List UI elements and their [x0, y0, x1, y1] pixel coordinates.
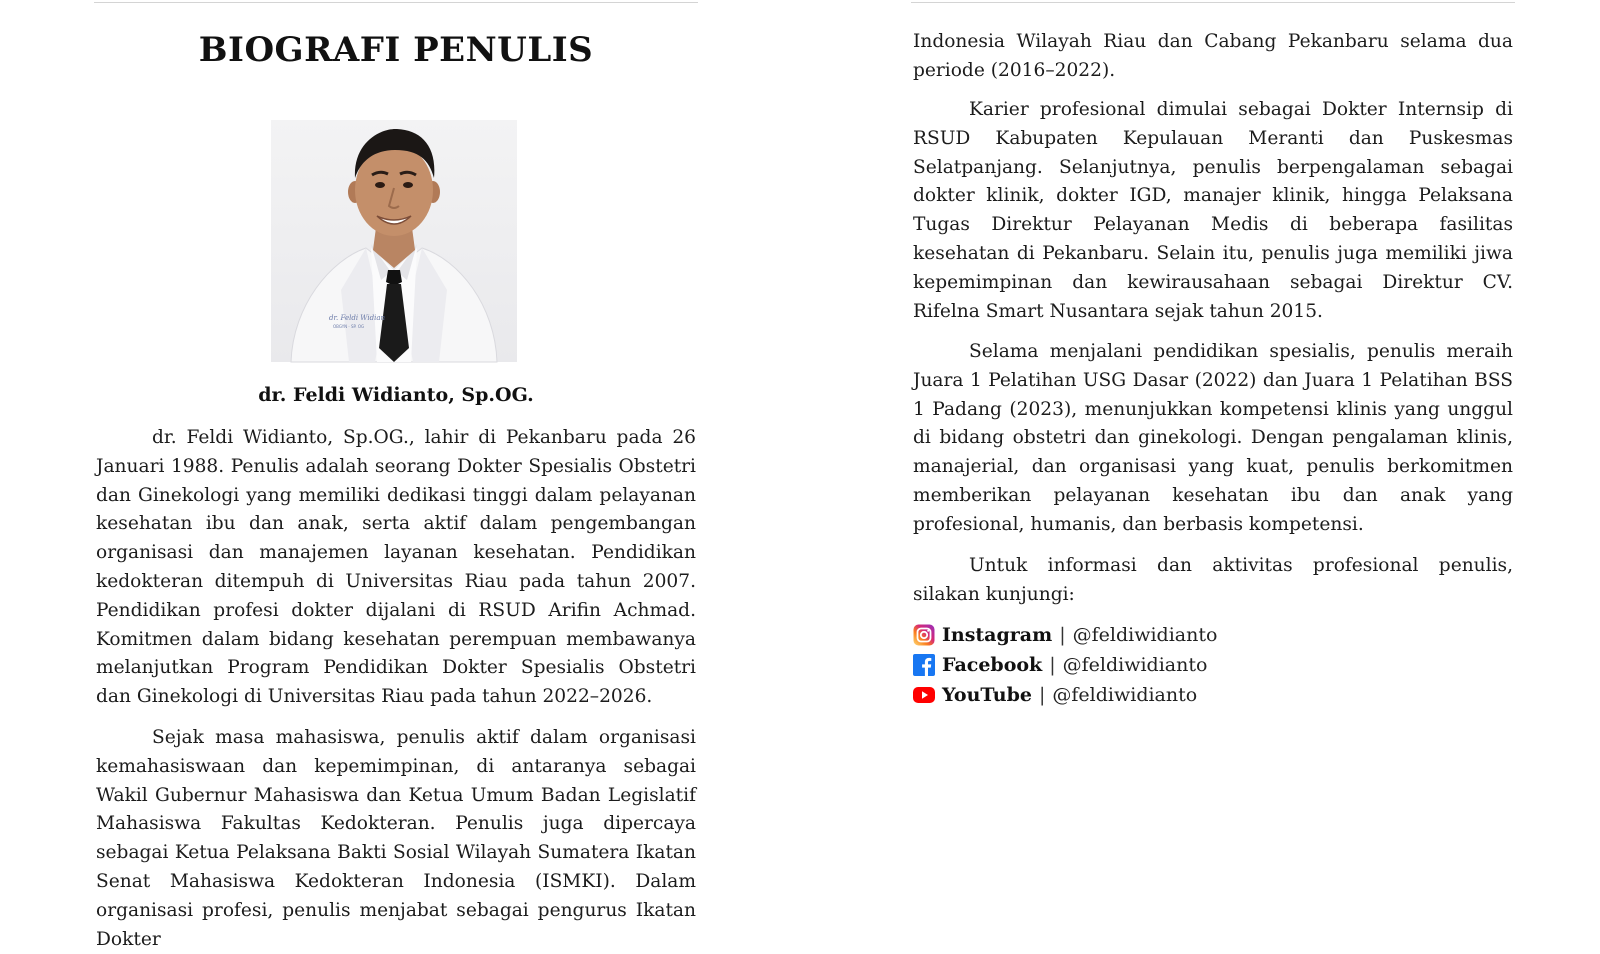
- social-separator: |: [1049, 654, 1056, 676]
- page-title: BIOGRAFI PENULIS: [198, 30, 594, 70]
- author-photo: [271, 120, 517, 362]
- social-facebook[interactable]: [913, 650, 1513, 680]
- page-top-rule-right: [911, 2, 1515, 3]
- bio-paragraph: Karier profesional dimulai sebagai Dokter Internsip di RSUD Kabupaten Kepulauan Meranti dan Puskesmas Selatpanjang. Selanjutnya, penulis berpengalaman sebagai dokter klinik, dokter IGD, manajer klinik, hingga Pelaksana Tugas Direktur Pelayanan Medis di beberapa fasilitas kesehatan di Pekanbaru. Selain itu, penulis juga memiliki jiwa kepemimpinan dan kewirausahaan sebagai Direktur CV. Rifelna Smart Nusantara sejak tahun 2015.: [913, 99, 1513, 322]
- bio-paragraph: dr. Feldi Widianto, Sp.OG., lahir di Pekanbaru pada 26 Januari 1988. Penulis adalah seorang Dokter Spesialis Obstetri dan Ginekologi yang memiliki dedikasi tinggi dalam pelayanan kesehatan ibu dan anak, serta aktif dalam pengembangan organisasi dan manajemen layanan kesehatan. Pendidikan kedokteran ditempuh di Universitas Riau pada tahun 2007. Pendidikan profesi dokter dijalani di RSUD Arifin Achmad. Komitmen dalam bidang kesehatan perempuan membawanya melanjutkan Program Pendidikan Dokter Spesialis Obstetri dan Ginekologi di Universitas Riau pada tahun 2022–2026.: [96, 427, 696, 708]
- social-handle[interactable]: @feldiwidianto: [1062, 654, 1208, 676]
- social-instagram[interactable]: [913, 620, 1513, 650]
- facebook-icon: [913, 654, 935, 676]
- social-separator: |: [1059, 624, 1066, 646]
- social-separator: |: [1038, 684, 1046, 706]
- youtube-icon: [913, 684, 935, 706]
- instagram-icon: [913, 624, 935, 646]
- social-platform-label: Facebook: [942, 654, 1043, 676]
- social-youtube[interactable]: [913, 680, 1513, 710]
- social-links: [913, 620, 1513, 710]
- bio-paragraph: Selama menjalani pendidikan spesialis, penulis meraih Juara 1 Pelatihan USG Dasar (2022) dan Juara 1 Pelatihan BSS 1 Padang (2023), menunjukkan kompetensi klinis yang unggul di bidang obstetri dan ginekologi. Dengan pengalaman klinis, manajerial, dan organisasi yang kuat, penulis berkomitmen memberikan pelayanan kesehatan ibu dan anak yang profesional, humanis, dan berbasis kompetensi.: [913, 341, 1513, 535]
- social-handle[interactable]: @feldiwidianto: [1072, 624, 1218, 646]
- social-platform-label: YouTube: [942, 684, 1032, 706]
- author-name: dr. Feldi Widianto, Sp.OG.: [258, 384, 534, 406]
- bio-paragraph: Sejak masa mahasiswa, penulis aktif dalam organisasi kemahasiswaan dan kepemimpinan, di antaranya sebagai Wakil Gubernur Mahasiswa dan Ketua Umum Badan Legislatif Mahasiswa Fakultas Kedokteran. Penulis juga dipercaya sebagai Ketua Pelaksana Bakti Sosial Wilayah Sumatera Ikatan Senat Mahasiswa Kedokteran Indonesia (ISMKI). Dalam organisasi profesi, penulis menjabat sebagai pengurus Ikatan Dokter: [96, 727, 696, 950]
- bio-paragraph: Indonesia Wilayah Riau dan Cabang Pekanbaru selama dua periode (2016–2022).: [913, 31, 1513, 81]
- page-top-rule-left: [94, 2, 698, 3]
- bio-paragraph: Untuk informasi dan aktivitas profesional penulis, silakan kunjungi:: [913, 555, 1513, 605]
- social-handle[interactable]: @feldiwidianto: [1052, 684, 1198, 706]
- social-platform-label: Instagram: [942, 624, 1053, 646]
- svg-text:OBGYN · SP. OG: OBGYN · SP. OG: [333, 324, 365, 329]
- svg-text:dr. Feldi Widian: dr. Feldi Widian: [329, 314, 386, 322]
